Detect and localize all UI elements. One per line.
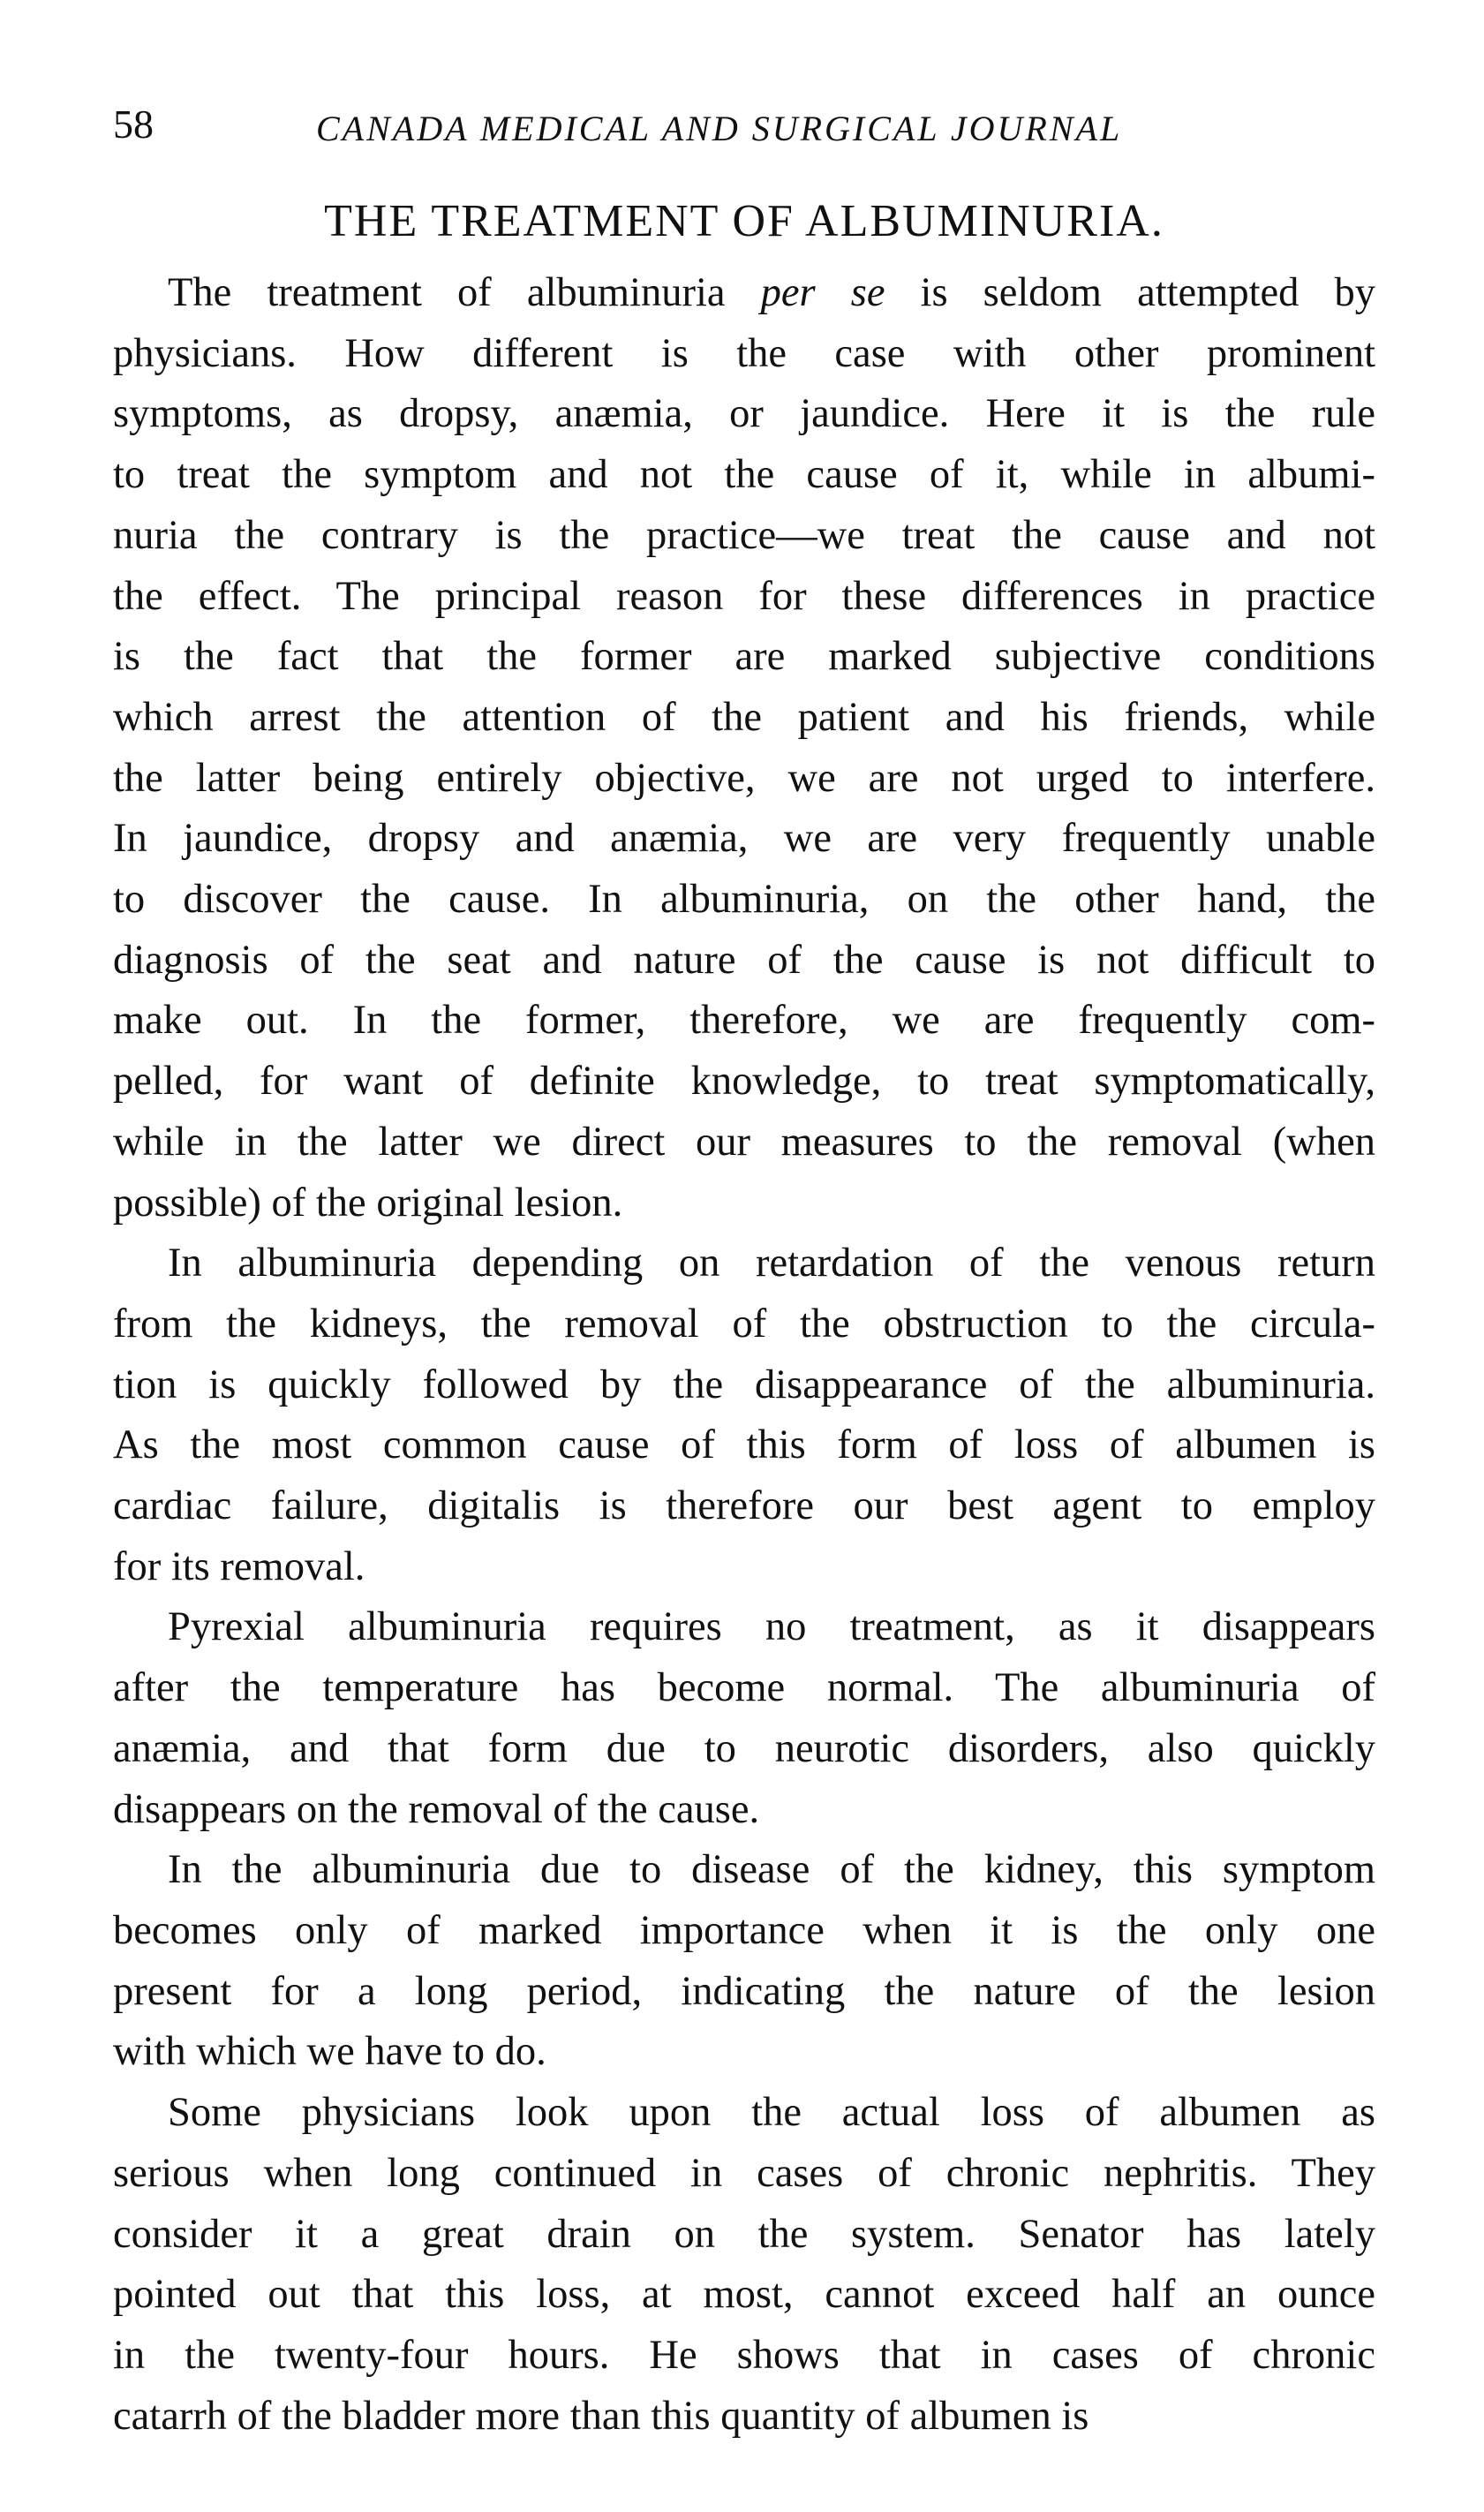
text-line: in the twenty-four hours. He shows that in cases of chronic (113, 2332, 1375, 2378)
text-line: Some physicians look upon the actual loss of albumen as (168, 2090, 1375, 2136)
latin-phrase: per se (760, 270, 885, 315)
text-line: for its removal. (113, 1543, 365, 1589)
text-line: to discover the cause. In albuminuria, on the other hand, the (113, 877, 1375, 923)
text-line: while in the latter we direct our measures to the removal (when (113, 1119, 1375, 1165)
text-line: the effect. The principal reason for these differences in practice (113, 573, 1375, 619)
text-line: make out. In the former, therefore, we are frequently com- (113, 998, 1375, 1044)
page-number: 58 (113, 102, 154, 147)
text-line: becomes only of marked importance when it is the only one (113, 1907, 1375, 1953)
paragraph (113, 1233, 1375, 1597)
text-line: from the kidneys, the removal of the obstruction to the circula- (113, 1301, 1375, 1347)
paragraph (113, 1597, 1375, 1840)
text-line: physicians. How different is the case with other prominent (113, 330, 1375, 376)
text-line: As the most common cause of this form of loss of albumen is (113, 1422, 1375, 1468)
text-line: possible) of the original lesion. (113, 1180, 623, 1226)
text-line: present for a long period, indicating the nature of the lesion (113, 1968, 1375, 2014)
text-line: consider it a great drain on the system. Senator has lately (113, 2211, 1375, 2257)
text-line: Pyrexial albuminuria requires no treatment, as it disappears (168, 1604, 1375, 1650)
page (113, 85, 1375, 2447)
journal-title: CANADA MEDICAL AND SURGICAL JOURNAL (316, 109, 1123, 148)
text-line: cardiac failure, digitalis is therefore our best agent to employ (113, 1483, 1375, 1529)
text-line: The treatment of albuminuria per se is seldom attempted by (168, 270, 1375, 315)
text-line: symptoms, as dropsy, anæmia, or jaundice. Here it is the rule (113, 391, 1375, 437)
text-line: catarrh of the bladder more than this quantity of albumen is (113, 2393, 1089, 2439)
article-title: THE TREATMENT OF ALBUMINURIA. (324, 196, 1164, 246)
paragraph (113, 263, 1375, 1233)
text-line: In albuminuria depending on retardation of the venous return (168, 1241, 1375, 1286)
running-head (113, 85, 1375, 147)
text-line: serious when long continued in cases of chronic nephritis. They (113, 2150, 1375, 2196)
text-line: with which we have to do. (113, 2029, 546, 2075)
text-line: pointed out that this loss, at most, cannot exceed half an ounce (113, 2272, 1375, 2318)
paragraph (113, 2083, 1375, 2447)
text-line: disappears on the removal of the cause. (113, 1786, 760, 1832)
text-line: diagnosis of the seat and nature of the cause is not difficult to (113, 937, 1375, 983)
text-line: pelled, for want of definite knowledge, to treat symptomatically, (113, 1059, 1375, 1105)
text-line: which arrest the attention of the patient and his friends, while (113, 694, 1375, 740)
text-line: nuria the contrary is the practice—we treat the cause and not (113, 512, 1375, 558)
text-line: the latter being entirely objective, we are not urged to interfere. (113, 755, 1375, 801)
text-line: In the albuminuria due to disease of the kidney, this symptom (168, 1847, 1375, 1893)
text-line: tion is quickly followed by the disappearance of the albuminuria. (113, 1362, 1375, 1407)
article-body (113, 263, 1375, 2447)
text-line: is the fact that the former are marked subjective conditions (113, 634, 1375, 680)
text-line: to treat the symptom and not the cause of it, while in albumi- (113, 452, 1375, 498)
text-line: In jaundice, dropsy and anæmia, we are very frequently unable (113, 816, 1375, 862)
text-line: anæmia, and that form due to neurotic disorders, also quickly (113, 1725, 1375, 1771)
paragraph (113, 1840, 1375, 2083)
text-line: after the temperature has become normal. The albuminuria of (113, 1665, 1375, 1711)
